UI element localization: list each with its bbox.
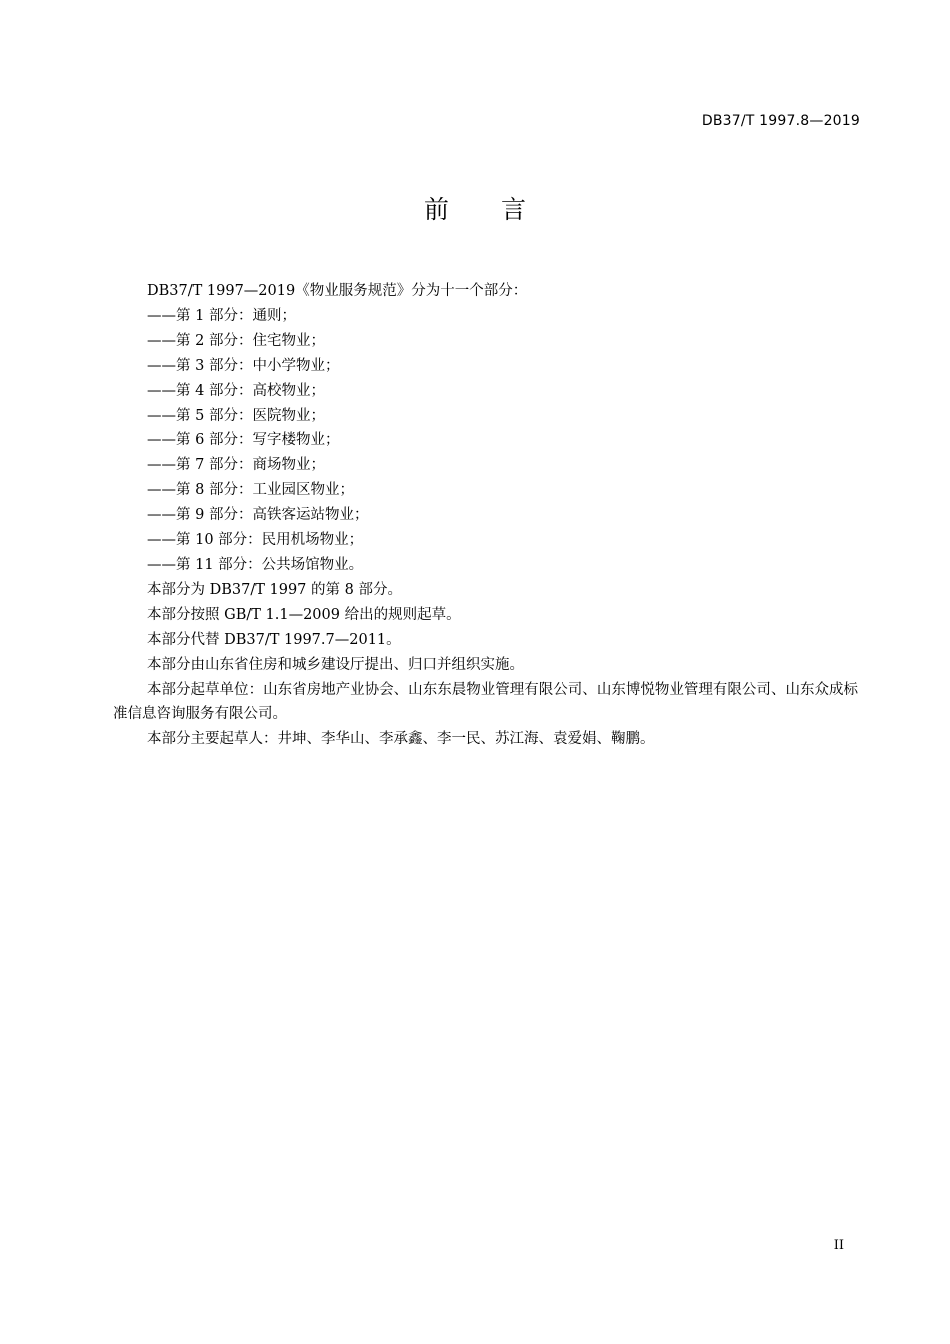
part-list-item: ——第 3 部分：中小学物业； xyxy=(147,357,340,374)
proposer-statement: 本部分由山东省住房和城乡建设厅提出、归口并组织实施。 xyxy=(147,656,524,673)
part-list-item: ——第 2 部分：住宅物业； xyxy=(147,332,325,349)
drafting-units-statement: 本部分起草单位：山东省房地产业协会、山东东晨物业管理有限公司、山东博悦物业管理有限公司、山东众成标准信息咨询服务有限公司。 xyxy=(113,681,858,723)
foreword-body xyxy=(113,279,858,752)
page-title: 前言 xyxy=(423,195,578,224)
part-list-item: ——第 10 部分：民用机场物业； xyxy=(147,532,364,549)
part-list-item: ——第 8 部分：工业园区物业； xyxy=(147,482,354,499)
part-list-item: ——第 7 部分：商场物业； xyxy=(147,457,325,474)
part-list-item: ——第 6 部分：写字楼物业； xyxy=(147,432,340,449)
part-list-item: ——第 9 部分：高铁客运站物业； xyxy=(147,507,369,524)
drafting-rules-statement: 本部分按照 GB/T 1.1—2009 给出的规则起草。 xyxy=(147,606,461,623)
part-list-item: ——第 4 部分：高校物业； xyxy=(147,382,325,399)
page-number: II xyxy=(833,1238,844,1253)
drafters-statement: 本部分主要起草人：井坤、李华山、李承鑫、李一民、苏江海、袁爱娟、鞠鹏。 xyxy=(147,731,655,748)
part-list-item: ——第 5 部分：医院物业； xyxy=(147,407,325,424)
part-statement: 本部分为 DB37/T 1997 的第 8 部分。 xyxy=(147,581,402,598)
replacement-statement: 本部分代替 DB37/T 1997.7—2011。 xyxy=(147,631,401,648)
part-list-item: ——第 11 部分：公共场馆物业。 xyxy=(147,556,364,573)
document-code: DB37/T 1997.8—2019 xyxy=(701,113,860,129)
intro-paragraph: DB37/T 1997—2019《物业服务规范》分为十一个部分： xyxy=(147,283,528,299)
part-list-item: ——第 1 部分：通则； xyxy=(147,307,296,324)
